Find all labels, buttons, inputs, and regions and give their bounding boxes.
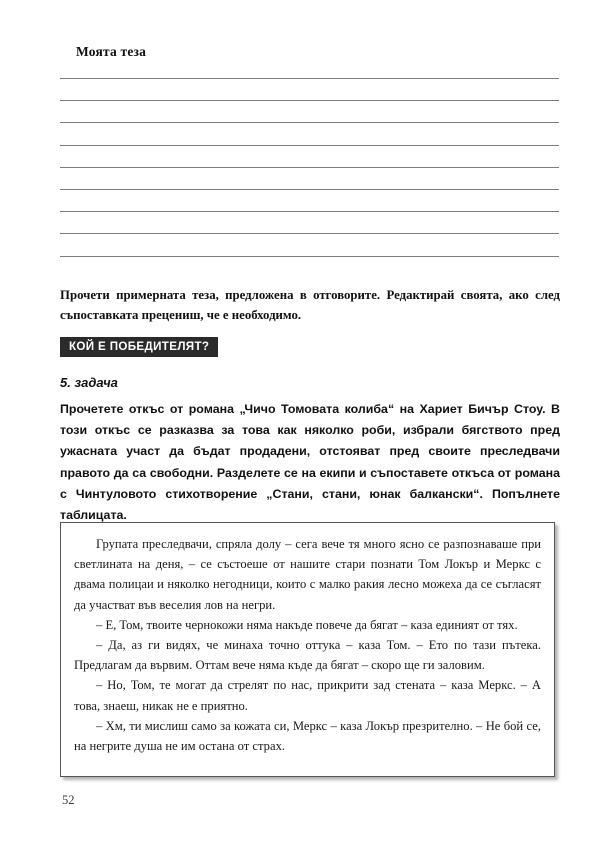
excerpt-paragraph: Групата преследвачи, спряла долу – сега вече тя много ясно се разпознаваше при светлината на деня, – се състоеше от нашите стари познати Том Локър и Меркс с двама полицаи и няколко негодници, които с малко ракия лесно можеха да се съгласят да участват във веселия лов на негри. [74, 537, 541, 612]
page-title: Моята теза [76, 44, 147, 59]
excerpt-box [60, 522, 555, 777]
excerpt-paragraph: – Е, Том, твоите чернокожи няма накъде повече да бягат – каза единият от тях. [96, 617, 518, 632]
writing-line [60, 167, 559, 168]
instruction-paragraph: Прочети примерната теза, предложена в отговорите. Редактирай своята, ако след съпоставката прецениш, че е необходимо. [60, 288, 560, 322]
page-number: 52 [62, 793, 75, 807]
writing-line [60, 233, 559, 234]
task-number-label: 5. задача [60, 375, 118, 390]
excerpt-text [61, 523, 554, 756]
writing-line [60, 189, 559, 190]
excerpt-paragraph: – Хм, ти мислиш само за кожата си, Меркс – каза Локър презрително. – Не бой се, на негрите душа не им остана от страх. [74, 718, 541, 754]
writing-line [60, 211, 559, 212]
writing-line [60, 100, 559, 101]
writing-lines [60, 78, 559, 257]
writing-line [60, 122, 559, 123]
excerpt-paragraph: – Да, аз ги видях, че минаха точно оттука – каза Том. – Ето по тази пътека. Предлагам да вървим. Оттам вече няма къде да бягат – скоро ще ги заловим. [74, 638, 541, 673]
section-banner: КОЙ Е ПОБЕДИТЕЛЯТ? [60, 337, 218, 357]
writing-line [60, 78, 559, 79]
task-instruction-paragraph: Прочетете откъс от романа „Чичо Томовата колиба“ на Хариет Бичър Стоу. В този откъс се разказва за това как няколко роби, избрали бягството пред ужасната участ да бъдат продадени, отстояват пред своите преследвачи правото да са свободни. Разделете се на екипи и съпоставете откъса от романа с Чинтуловото стихотворение „Стани, стани, юнак балкански“. Попълнете таблицата. [60, 402, 560, 523]
writing-line [60, 145, 559, 146]
excerpt-paragraph: – Но, Том, те могат да стрелят по нас, прикрити зад стената – каза Меркс. – А това, знаеш, никак не е приятно. [74, 678, 541, 713]
writing-line [60, 256, 559, 257]
